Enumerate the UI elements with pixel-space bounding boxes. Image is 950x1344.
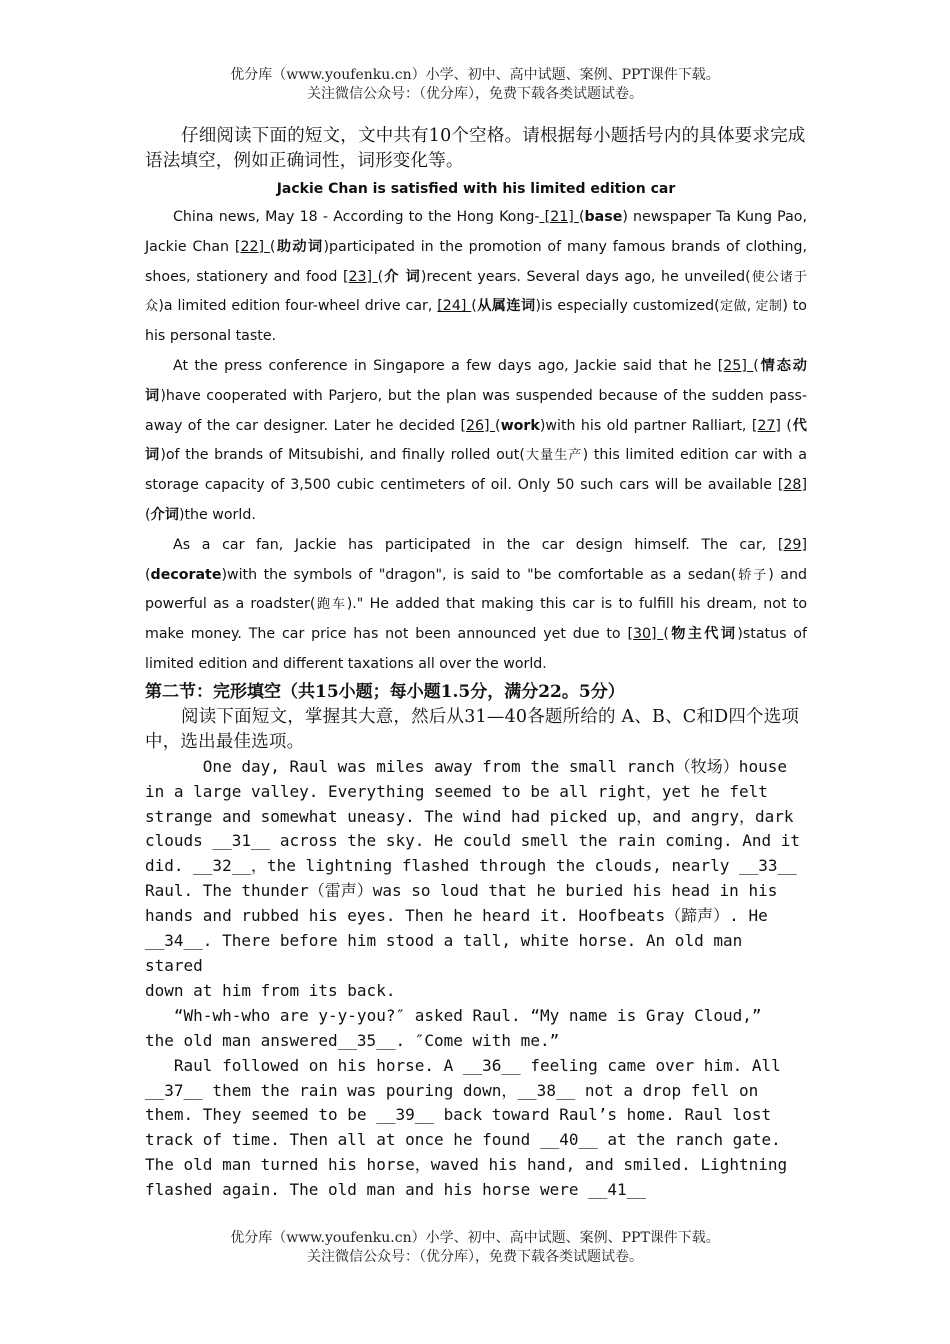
- text: )a limited edition four-wheel drive car,: [158, 298, 438, 315]
- main-content: [145, 124, 807, 1203]
- cloze-line: hands and rubbed his eyes. Then he heard it. Hoofbeats（蹄声）. He: [145, 906, 768, 926]
- page-footer: [0, 1229, 950, 1267]
- passage-title: Jackie Chan is satisfied with his limited edition car: [276, 181, 676, 197]
- hint-27: 代词: [145, 417, 807, 464]
- cloze-line: The old man turned his horse，waved his hand, and smiled. Lightning: [145, 1155, 788, 1175]
- text: )." He added that making this car is to fulfill his dream, not to make money. The car price has not been announced yet due to: [145, 596, 807, 643]
- blank-24: [24]: [437, 298, 472, 315]
- text: ) this limited edition car with a storage capacity of 3,500 cubic centimeters of oil. Only 50 such cars will be available: [145, 447, 807, 494]
- hint-21: base: [584, 209, 623, 225]
- passage-paragraph-3: [145, 531, 807, 680]
- blank-27: [27]: [751, 417, 781, 434]
- text: (: [145, 506, 151, 523]
- cloze-line: flashed again. The old man and his horse were __41__: [145, 1180, 646, 1200]
- hint-28: 介词: [150, 506, 179, 523]
- text: (: [663, 626, 669, 643]
- blank-21: [21]: [539, 209, 579, 225]
- cloze-instruction: 阅读下面短文，掌握其大意，然后从31—40各题所给的 A、B、C和D四个选项中，选出最佳选项。: [145, 706, 800, 752]
- text: )with the symbols of "dragon", is said to "be comfortable as a sedan(: [221, 566, 737, 583]
- cloze-line: __37__ them the rain was pouring down，__38__ not a drop fell on: [145, 1080, 759, 1100]
- gloss: 跑车: [315, 597, 347, 613]
- text: )participated in the promotion of many famous brands of clothing, shoes, stationery and food: [145, 238, 807, 285]
- hint-22: 助动词: [275, 238, 324, 255]
- blank-23: [23]: [342, 268, 378, 285]
- cloze-line: track of time. Then all at once he found __40__ at the ranch gate.: [145, 1130, 781, 1150]
- blank-30: [30]: [627, 626, 664, 643]
- cloze-line: clouds __31__ across the sky. He could smell the rain coming. And it: [145, 831, 801, 851]
- text: ) and powerful as a roadster(: [145, 566, 807, 613]
- blank-26: [26]: [460, 417, 496, 434]
- hint-24: 从属连词: [476, 298, 536, 315]
- grammar-instruction: 仔细阅读下面的短文，文中共有10个空格。请根据每小题括号内的具体要求完成语法填空，例如正确词性，词形变化等。: [145, 126, 806, 171]
- text: )is especially customized(: [535, 298, 720, 315]
- text: )of the brands of Mitsubishi, and finally rolled out(: [160, 447, 525, 464]
- cloze-line: down at him from its back.: [145, 980, 396, 1000]
- hint-29: decorate: [150, 566, 222, 583]
- hint-26: work: [500, 417, 540, 434]
- text: (: [495, 417, 501, 434]
- cloze-line: __34__. There before him stood a tall, white horse. An old man stared: [145, 931, 752, 975]
- text: (: [377, 268, 384, 285]
- passage-paragraph-1: [145, 203, 807, 352]
- cloze-line: Raul. The thunder（雷声）was so loud that he buried his head in his: [145, 881, 778, 901]
- hint-25: 情态动词: [145, 357, 807, 404]
- cloze-line: in a large valley. Everything seemed to be all right，yet he felt: [145, 781, 768, 801]
- cloze-line: “Wh-wh-who are y-y-you?″ asked Raul. “My name is Gray Cloud,”: [145, 1005, 762, 1025]
- text: (: [753, 357, 759, 374]
- header-line-2: 关注微信公众号：（优分库），免费下载各类试题试卷。: [307, 86, 643, 102]
- text: As a car fan, Jackie has participated in the car design himself. The car,: [173, 536, 778, 553]
- footer-line-2: 关注微信公众号：（优分库），免费下载各类试题试卷。: [307, 1249, 643, 1265]
- text: (: [269, 238, 276, 255]
- blank-25: [25]: [717, 357, 754, 374]
- cloze-line: One day, Raul was miles away from the small ranch（牧场）house: [145, 756, 787, 776]
- text: (: [578, 209, 585, 225]
- hint-30: 物主代词: [668, 626, 738, 643]
- text: (: [145, 566, 151, 583]
- cloze-line: them. They seemed to be __39__ back toward Raul’s home. Raul lost: [145, 1105, 772, 1125]
- text: ) to his personal taste.: [145, 298, 807, 345]
- text: )have cooperated with Parjero, but the plan was suspended because of the sudden pass-away of the car designer. Later he decided: [145, 387, 807, 434]
- cloze-line: the old man answered__35__. ″Come with me.”: [145, 1030, 560, 1050]
- blank-28: [28]: [777, 477, 807, 494]
- text: At the press conference in Singapore a few days ago, Jackie said that he: [173, 357, 718, 374]
- text: (: [471, 298, 477, 315]
- text: )status of limited edition and different taxations all over the world.: [145, 626, 807, 672]
- hint-23: 介 词: [383, 268, 421, 285]
- footer-line-1: 优分库（www.youfenku.cn）小学、初中、高中试题、案例、PPT课件下载。: [230, 1230, 720, 1246]
- section-heading: 第二节：完形填空（共15小题；每小题1.5分，满分22。5分）: [145, 681, 625, 702]
- blank-22: [22]: [234, 238, 270, 255]
- cloze-passage: [145, 755, 807, 1203]
- text: )with his old partner Ralliart,: [539, 417, 752, 434]
- cloze-line: did. __32__，the lightning flashed through the clouds, nearly __33__: [145, 856, 797, 876]
- page-header: [0, 66, 950, 104]
- gloss: 定做, 定制: [719, 299, 783, 315]
- cloze-line: strange and somewhat uneasy. The wind had picked up，and angry，dark: [145, 806, 794, 826]
- text: )the world.: [178, 506, 256, 523]
- gloss: 使公诸于众: [145, 269, 807, 315]
- cloze-line: Raul followed on his horse. A __36__ feeling came over him. All: [145, 1055, 781, 1075]
- gloss: 轿子: [736, 567, 769, 583]
- header-line-1: 优分库（www.youfenku.cn）小学、初中、高中试题、案例、PPT课件下载。: [230, 67, 720, 83]
- blank-29: [29]: [777, 536, 807, 553]
- passage-paragraph-2: [145, 352, 807, 531]
- text: (: [780, 417, 792, 434]
- gloss: 大量生产: [524, 448, 583, 464]
- text: ) newspaper Ta Kung Pao, Jackie Chan: [145, 209, 807, 255]
- text: China news, May 18 - According to the Hong Kong-: [173, 209, 540, 225]
- text: )recent years. Several days ago, he unveiled(: [420, 268, 751, 285]
